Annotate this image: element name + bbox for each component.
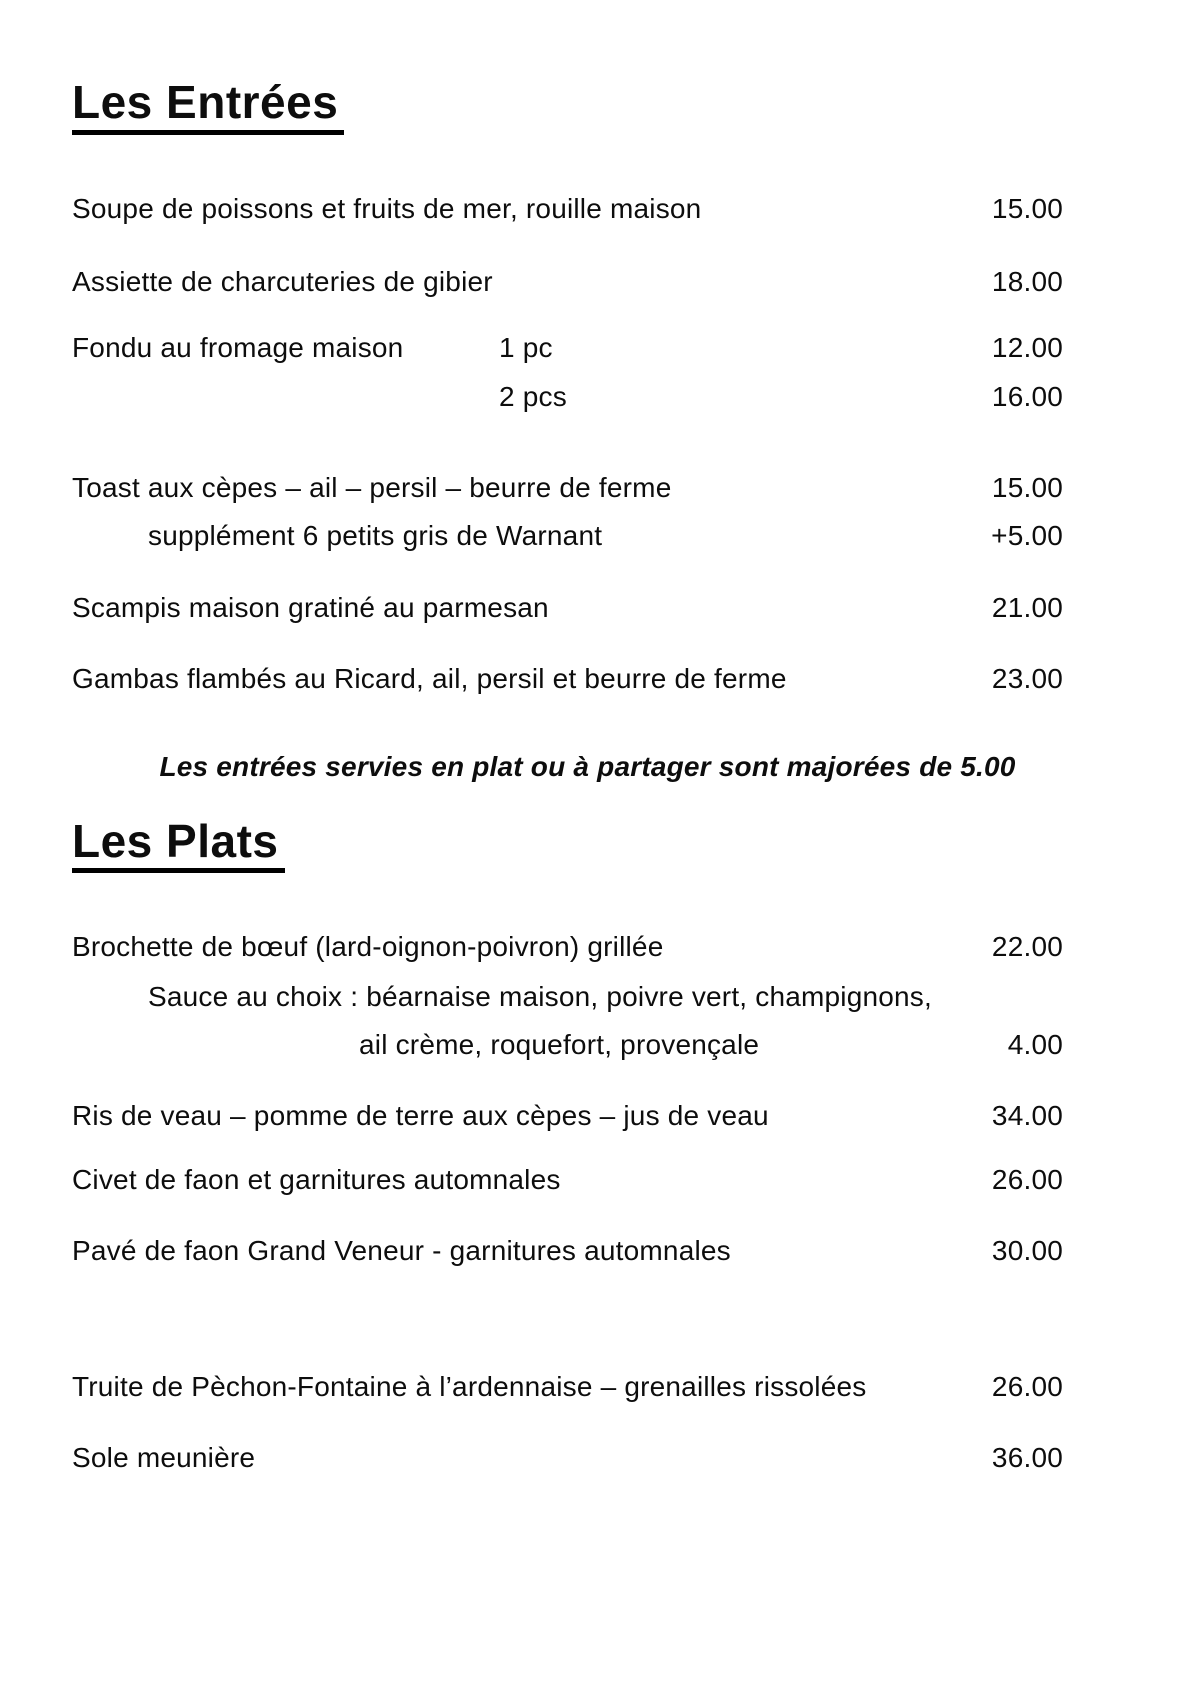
item-name: Assiette de charcuteries de gibier (72, 265, 493, 297)
menu-item-row (72, 1363, 1063, 1411)
menu-item-row (72, 584, 1063, 632)
item-price: 21.00 (991, 591, 1063, 623)
item-name: Sole meunière (72, 1442, 256, 1474)
item-name: Soupe de poissons et fruits de mer, rouille maison (72, 192, 702, 224)
item-name: Truite de Pèchon-Fontaine à l’ardennaise – grenailles rissolées (72, 1371, 867, 1403)
item-portion: 1 pc (499, 331, 553, 363)
item-name: Fondu au fromage maison (72, 331, 404, 363)
menu-item-row (72, 1227, 1063, 1275)
item-price: 26.00 (991, 1371, 1063, 1403)
item-name: Brochette de bœuf (lard-oignon-poivron) grillée (72, 931, 664, 963)
item-price: 18.00 (991, 265, 1063, 297)
item-price: 26.00 (991, 1164, 1063, 1196)
item-price: +5.00 (991, 519, 1063, 551)
section-title-plats: Les Plats (72, 817, 285, 874)
item-price: 34.00 (991, 1100, 1063, 1132)
menu-item-row (72, 923, 1063, 971)
item-sauce-line: ail crème, roquefort, provençale (359, 1029, 760, 1061)
menu-item-row (72, 1434, 1063, 1482)
item-name: Ris de veau – pomme de terre aux cèpes – jus de veau (72, 1100, 769, 1132)
item-name: Gambas flambés au Ricard, ail, persil et beurre de ferme (72, 662, 787, 694)
item-name: Toast aux cèpes – ail – persil – beurre de ferme (72, 471, 672, 503)
item-price: 4.00 (1007, 1029, 1063, 1061)
section-entrees-header (72, 78, 1063, 135)
menu-item-row (72, 185, 1063, 233)
item-price: 15.00 (991, 471, 1063, 503)
item-supplement: supplément 6 petits gris de Warnant (148, 519, 603, 551)
item-sauce-line: Sauce au choix : béarnaise maison, poivre vert, champignons, (148, 981, 932, 1013)
item-price: 16.00 (991, 380, 1063, 412)
entrees-note: Les entrées servies en plat ou à partager sont majorées de 5.00 (159, 750, 1016, 782)
section-plats-header (72, 814, 1063, 874)
item-price: 23.00 (991, 662, 1063, 694)
menu-item-row (72, 512, 1063, 560)
section-title-entrees: Les Entrées (72, 78, 344, 135)
item-price: 12.00 (991, 331, 1063, 363)
item-portion: 2 pcs (499, 380, 567, 412)
item-name: Pavé de faon Grand Veneur - garnitures automnales (72, 1235, 731, 1267)
menu-item-row (72, 655, 1063, 703)
item-price: 36.00 (991, 1442, 1063, 1474)
menu-item-row (72, 258, 1063, 306)
item-name: Civet de faon et garnitures automnales (72, 1164, 561, 1196)
item-name: Scampis maison gratiné au parmesan (72, 591, 549, 623)
item-price: 30.00 (991, 1235, 1063, 1267)
menu-item-row (72, 1092, 1063, 1140)
menu-item-row (72, 1021, 1063, 1069)
item-price: 15.00 (991, 192, 1063, 224)
menu-item-row (72, 373, 1063, 421)
menu-item-row (72, 1156, 1063, 1204)
item-price: 22.00 (991, 931, 1063, 963)
menu-item-row (72, 464, 1063, 512)
menu-item-row (72, 324, 1063, 372)
menu-item-row (72, 973, 1063, 1021)
